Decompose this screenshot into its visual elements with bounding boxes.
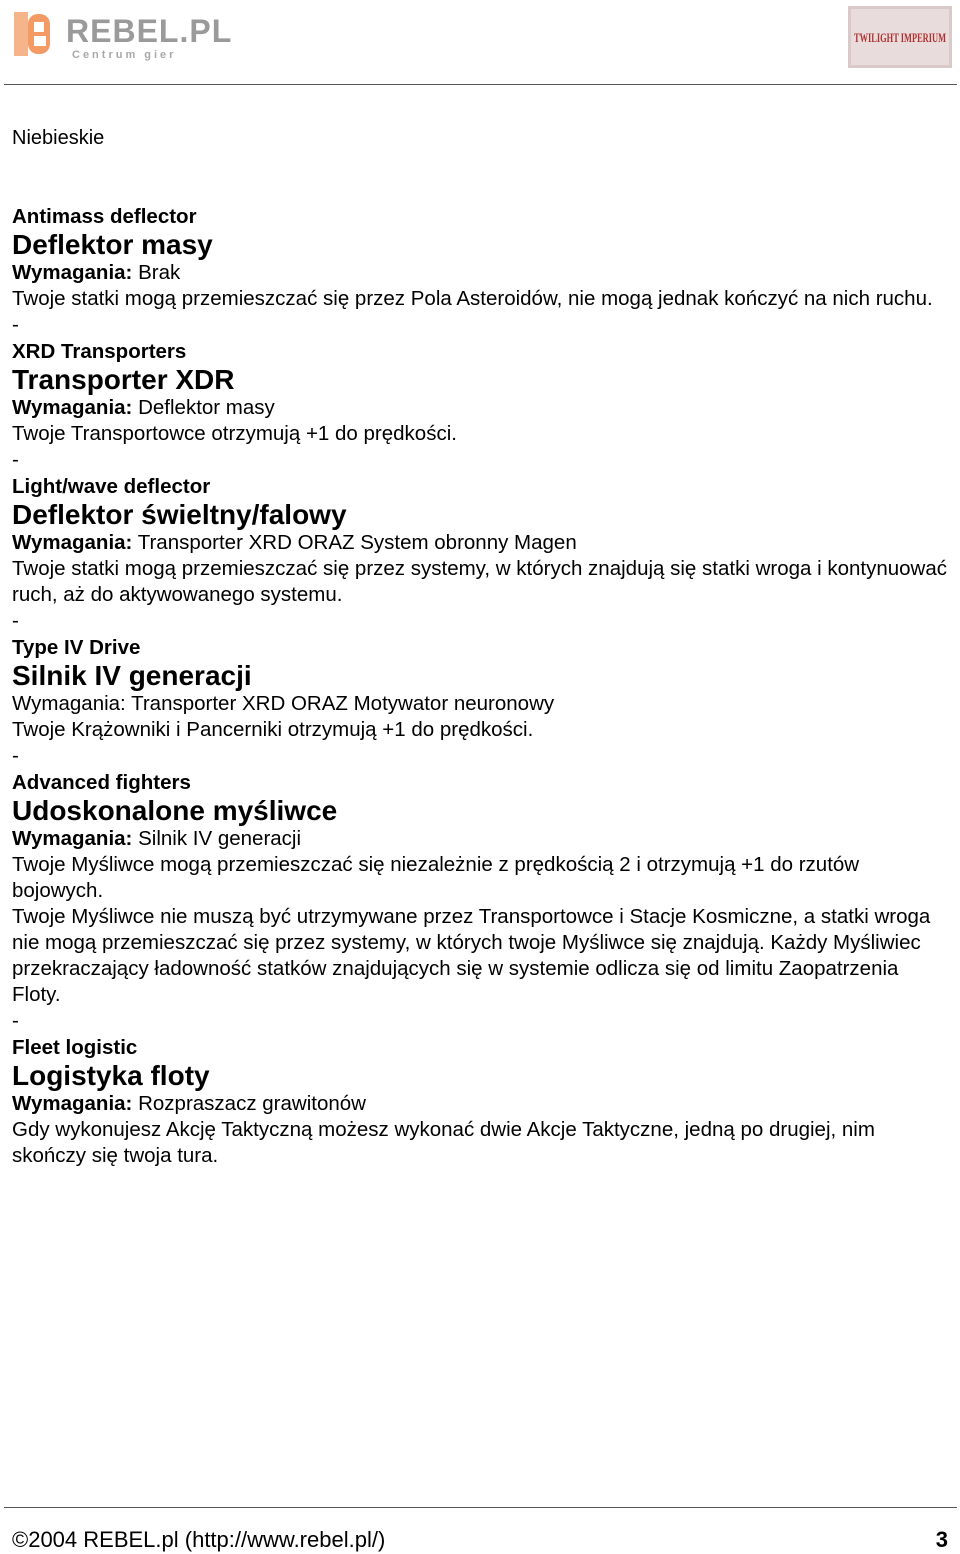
tech-english-name: Fleet logistic	[12, 1036, 138, 1059]
tech-description: Twoje statki mogą przemieszczać się przez Pola Asteroidów, nie mogą jednak kończyć na nich ruchu.	[12, 287, 933, 310]
requirements-value: Deflektor masy	[132, 396, 275, 419]
requirements-value: Rozpraszacz grawitonów	[132, 1092, 366, 1115]
tech-english-name: XRD Transporters	[12, 340, 187, 363]
page-number: 3	[935, 1527, 948, 1552]
tech-polish-name: Udoskonalone myśliwce	[12, 795, 338, 826]
color-heading: Niebieskie	[12, 127, 105, 149]
tech-description: Twoje statki mogą przemieszczać się przez systemy, w których znajdują się statki wroga i kontynuować ruch, aż do aktywowanego systemu.	[12, 557, 948, 606]
technology-entry	[12, 634, 947, 769]
requirements-value: Brak	[132, 261, 181, 284]
requirements-label: Wymagania:	[12, 531, 133, 554]
technology-entry	[12, 338, 947, 473]
technology-entry	[12, 1034, 947, 1169]
tech-polish-name: Deflektor masy	[12, 229, 213, 260]
tech-english-name: Light/wave deflector	[12, 475, 211, 498]
section-separator: -	[12, 313, 19, 336]
tech-description: Twoje Myśliwce mogą przemieszczać się niezależnie z prędkością 2 i otrzymują +1 do rzutów bojowych.	[12, 853, 860, 902]
tech-description: Twoje Transportowce otrzymują +1 do prędkości.	[12, 422, 457, 445]
technology-entry	[12, 769, 947, 1034]
twilight-imperium-logo-text: TWILIGHT IMPERIUM	[854, 30, 946, 45]
page-header	[0, 0, 960, 86]
tech-english-name: Antimass deflector	[12, 205, 197, 228]
tech-polish-name: Deflektor świeltny/falowy	[12, 499, 347, 530]
tech-polish-name: Logistyka floty	[12, 1060, 210, 1091]
tech-requirements	[12, 260, 947, 286]
tech-description: Gdy wykonujesz Akcję Taktyczną możesz wykonać dwie Akcje Taktyczne, jedną po drugiej, nim skończy się twoja tura.	[12, 1118, 875, 1167]
header-divider	[4, 84, 957, 85]
section-separator: -	[12, 448, 19, 471]
requirements-label: Wymagania:	[12, 396, 133, 419]
tech-english-name: Advanced fighters	[12, 771, 191, 794]
requirements-label: Wymagania:	[12, 1092, 133, 1115]
tech-description: Twoje Krążowniki i Pancerniki otrzymują +1 do prędkości.	[12, 718, 534, 741]
requirements-value: Silnik IV generacji	[132, 827, 302, 850]
section-separator: -	[12, 609, 19, 632]
tech-polish-name: Transporter XDR	[12, 364, 235, 395]
section-separator: -	[12, 1009, 19, 1032]
tech-requirements	[12, 530, 947, 556]
twilight-imperium-logo	[848, 6, 952, 68]
document-body	[12, 125, 947, 1169]
section-separator: -	[12, 744, 19, 767]
rebel-logo	[14, 8, 233, 64]
tech-english-name: Type IV Drive	[12, 636, 141, 659]
requirements-label: Wymagania:	[12, 827, 133, 850]
tech-requirements	[12, 1091, 947, 1117]
footer-divider	[4, 1507, 957, 1508]
rebel-logo-text: REBEL.PL	[66, 13, 233, 49]
requirements-label: Wymagania:	[12, 692, 126, 715]
technology-entry	[12, 203, 947, 338]
rebel-logo-subtext: Centrum gier	[72, 49, 177, 61]
tech-polish-name: Silnik IV generacji	[12, 660, 252, 691]
footer-copyright: ©2004 REBEL.pl (http://www.rebel.pl/)	[12, 1527, 386, 1552]
requirements-label: Wymagania:	[12, 261, 133, 284]
technology-entry	[12, 473, 947, 634]
tech-requirements	[12, 395, 947, 421]
requirements-value: Transporter XRD ORAZ System obronny Magen	[132, 531, 577, 554]
tech-requirements	[12, 826, 947, 852]
tech-requirements	[12, 691, 947, 717]
technology-list	[12, 203, 947, 1169]
requirements-value: Transporter XRD ORAZ Motywator neuronowy	[125, 692, 555, 715]
tech-description: Twoje Myśliwce nie muszą być utrzymywane przez Transportowce i Stacje Kosmiczne, a statki wroga nie mogą przemieszczać się przez systemy, w których twoje Myśliwce się znajdują. Każdy Myśliwiec przekraczający ładowność statków znajdujących się w systemie odlicza się od limitu Zaopatrzenia Floty.	[12, 905, 931, 1006]
